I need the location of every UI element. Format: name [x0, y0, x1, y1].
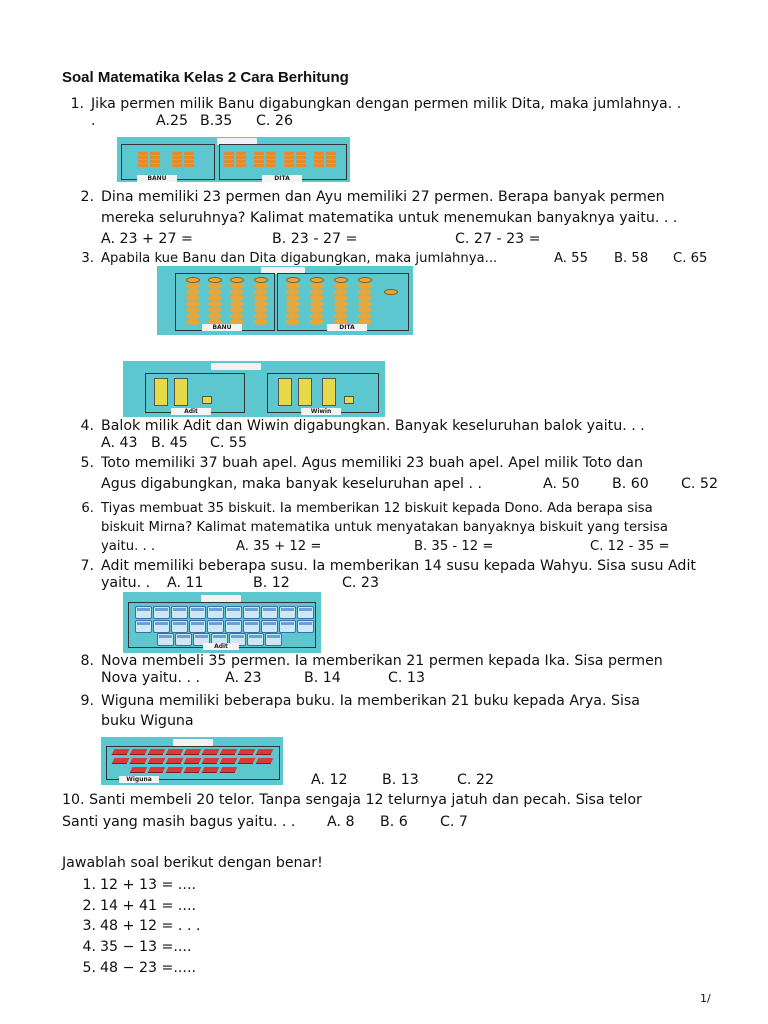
- q5-option-a: A. 50: [543, 476, 580, 492]
- adit-label: Adit: [203, 643, 239, 650]
- q4-text: Balok milik Adit dan Wiwin digabungkan. Banyak keseluruhan balok yaitu. . .: [101, 418, 645, 434]
- q3-number: 3.: [81, 251, 94, 266]
- dita-label: DITA: [327, 324, 367, 331]
- q2-option-c: C. 27 - 23 =: [455, 231, 541, 247]
- q8-text: Nova membeli 35 permen. Ia memberikan 21 permen kepada Ika. Sisa permen: [101, 653, 663, 669]
- q9-option-c: C. 22: [457, 772, 494, 788]
- essay-item: 48 + 12 = . . .: [100, 918, 201, 934]
- q3-option-a: A. 55: [554, 251, 588, 266]
- banu-label: BANU: [137, 175, 177, 182]
- q1-option-b: B.35: [200, 113, 233, 129]
- q5-option-b: B. 60: [612, 476, 649, 492]
- q1-option-c: C. 26: [256, 113, 293, 129]
- q6-text: Tiyas membuat 35 biskuit. Ia memberikan 12 biskuit kepada Dono. Ada berapa sisa: [101, 501, 653, 516]
- q1-option-a: A.25: [156, 113, 189, 129]
- q10-option-c: C. 7: [440, 814, 468, 830]
- q5-text: Toto memiliki 37 buah apel. Agus memiliki 23 buah apel. Apel milik Toto dan: [101, 455, 643, 471]
- q7-option-a: A. 11: [167, 575, 204, 591]
- q6-text-cont: biskuit Mirna? Kalimat matematika untuk menyatakan banyaknya biskuit yang tersisa: [101, 520, 669, 535]
- q7-milk-illustration: [123, 592, 321, 653]
- dita-panel: [277, 273, 409, 331]
- adit-panel: [145, 373, 245, 413]
- q3-option-c: C. 65: [673, 251, 708, 266]
- q5-number: 5.: [80, 455, 94, 471]
- q4-option-a: A. 43: [101, 435, 138, 451]
- wiwin-panel: [267, 373, 379, 413]
- page-title: Soal Matematika Kelas 2 Cara Berhitung: [62, 69, 349, 86]
- q4-block-illustration: [123, 361, 385, 417]
- q9-option-a: A. 12: [311, 772, 348, 788]
- q10-option-b: B. 6: [380, 814, 408, 830]
- q4-option-c: C. 55: [210, 435, 247, 451]
- q3-text: Apabila kue Banu dan Dita digabungkan, maka jumlahnya...: [101, 251, 498, 266]
- q6-option-c: C. 12 - 35 =: [590, 539, 670, 554]
- q9-text-cont: buku Wiguna: [101, 713, 194, 729]
- q2-option-a: A. 23 + 27 =: [101, 231, 193, 247]
- q8-option-a: A. 23: [225, 670, 262, 686]
- q9-book-illustration: [101, 737, 283, 785]
- q10-option-a: A. 8: [327, 814, 355, 830]
- q8-number: 8.: [80, 653, 94, 669]
- adit-panel: [128, 602, 316, 648]
- q8-option-c: C. 13: [388, 670, 425, 686]
- essay-item: 35 − 13 =....: [100, 939, 192, 955]
- q3-option-b: B. 58: [614, 251, 649, 266]
- q1-candy-illustration: [117, 137, 350, 182]
- essay-item: 48 − 23 =.....: [100, 960, 196, 976]
- q1-text-cont: .: [91, 113, 96, 129]
- q2-number: 2.: [80, 189, 94, 205]
- wiwin-label: Wiwin: [301, 408, 341, 415]
- q8-text-cont: Nova yaitu. . .: [101, 670, 201, 686]
- q3-cake-illustration: [157, 266, 413, 335]
- page-number: 1/: [700, 992, 711, 1005]
- q7-option-c: C. 23: [342, 575, 379, 591]
- q7-text: Adit memiliki beberapa susu. Ia memberikan 14 susu kepada Wahyu. Sisa susu Adit: [101, 558, 696, 574]
- q2-text: Dina memiliki 23 permen dan Ayu memiliki 27 permen. Berapa banyak permen: [101, 189, 665, 205]
- watermark: [211, 363, 261, 370]
- essay-item-number: 3.: [82, 918, 96, 934]
- q7-number: 7.: [80, 558, 94, 574]
- banu-label: BANU: [202, 324, 242, 331]
- q2-option-b: B. 23 - 27 =: [272, 231, 358, 247]
- adit-label: Adit: [171, 408, 211, 415]
- wiguna-label: Wiguna: [119, 776, 159, 783]
- watermark: [173, 739, 213, 746]
- essay-item: 14 + 41 = ....: [100, 898, 196, 914]
- essay-item-number: 5.: [82, 960, 96, 976]
- q10-text: 10. Santi membeli 20 telor. Tanpa sengaja 12 telurnya jatuh dan pecah. Sisa telor: [62, 792, 642, 808]
- q5-text-cont: Agus digabungkan, maka banyak keseluruhan apel . .: [101, 476, 483, 492]
- q5-option-c: C. 52: [681, 476, 718, 492]
- q10-text-cont: Santi yang masih bagus yaitu. . .: [62, 814, 296, 830]
- q8-option-b: B. 14: [304, 670, 341, 686]
- q9-number: 9.: [80, 693, 94, 709]
- wiguna-panel: [106, 746, 280, 780]
- essay-item-number: 2.: [82, 898, 96, 914]
- dita-label: DITA: [262, 175, 302, 182]
- q6-number: 6.: [81, 501, 94, 516]
- q6-option-a: A. 35 + 12 =: [236, 539, 322, 554]
- q9-option-b: B. 13: [382, 772, 419, 788]
- watermark: [201, 595, 241, 602]
- q2-text-cont: mereka seluruhnya? Kalimat matematika untuk menemukan banyaknya yaitu. . .: [101, 210, 678, 226]
- essay-item: 12 + 13 = ....: [100, 877, 196, 893]
- q6-text-cont2: yaitu. . .: [101, 539, 156, 554]
- q7-text-cont: yaitu. .: [101, 575, 151, 591]
- banu-panel: [175, 273, 275, 331]
- q9-text: Wiguna memiliki beberapa buku. Ia memberikan 21 buku kepada Arya. Sisa: [101, 693, 641, 709]
- q6-option-b: B. 35 - 12 =: [414, 539, 494, 554]
- q1-number: 1.: [70, 96, 84, 112]
- q4-number: 4.: [80, 418, 94, 434]
- essay-item-number: 4.: [82, 939, 96, 955]
- essay-item-number: 1.: [82, 877, 96, 893]
- q7-option-b: B. 12: [253, 575, 290, 591]
- q4-option-b: B. 45: [151, 435, 188, 451]
- essay-instruction: Jawablah soal berikut dengan benar!: [62, 855, 323, 871]
- q1-text: Jika permen milik Banu digabungkan dengan permen milik Dita, maka jumlahnya. .: [91, 96, 682, 112]
